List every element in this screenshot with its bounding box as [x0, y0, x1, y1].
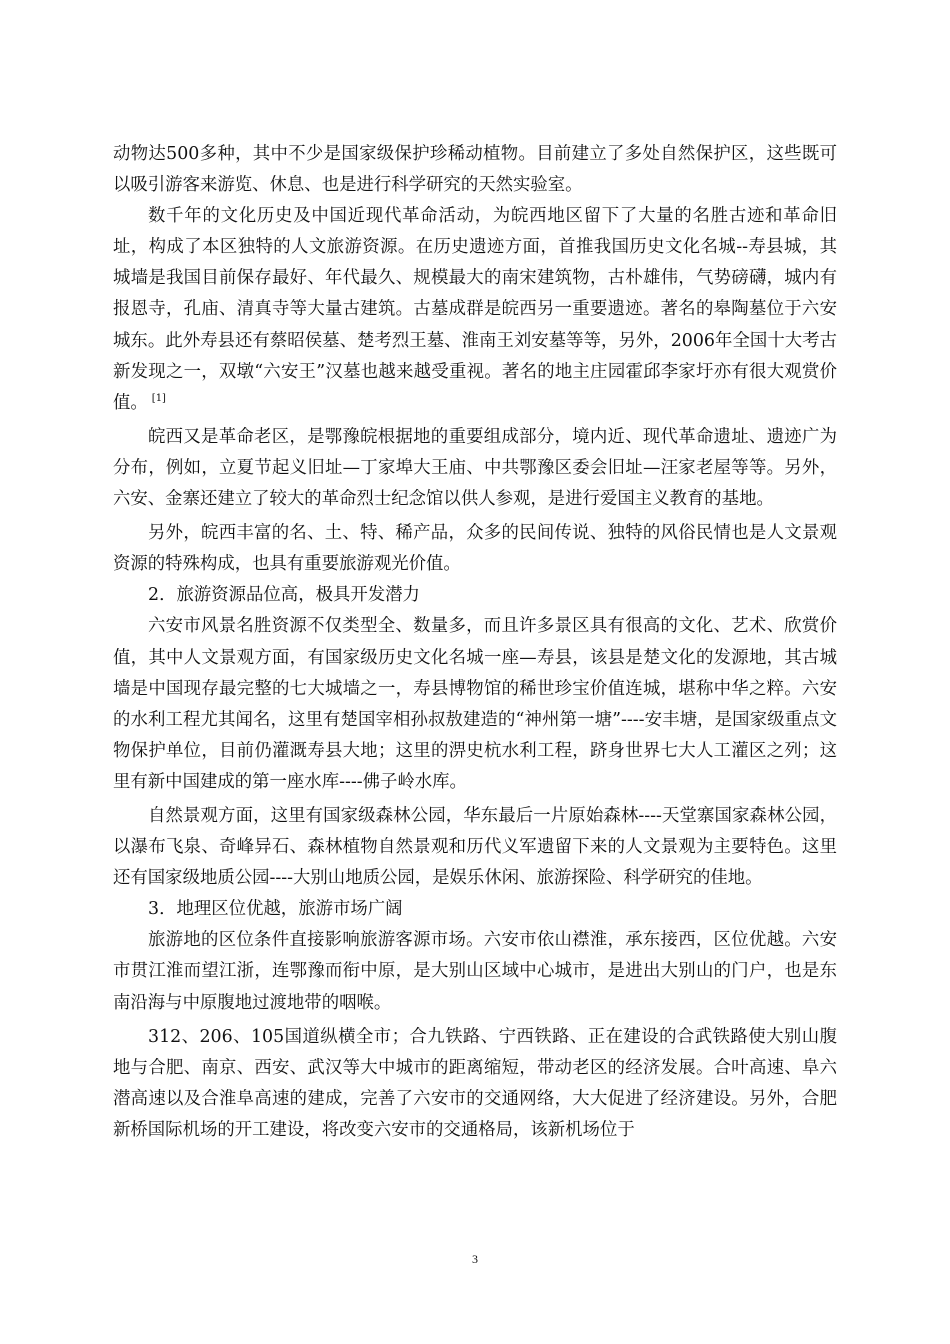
- paragraph-local-products: 另外，皖西丰富的名、土、特、稀产品，众多的民间传说、独特的风俗民情也是人文景观资源的特殊构成，也具有重要旅游观光价值。: [113, 523, 837, 575]
- paragraph-continuation: 动物达500多种，其中不少是国家级保护珍稀动植物。目前建立了多处自然保护区，这些既可以吸引游客来游览、休息、也是进行科学研究的天然实验室。: [113, 144, 837, 196]
- paragraph-scenic-resources: 六安市风景名胜资源不仅类型全、数量多，而且许多景区具有很高的文化、艺术、欣赏价值，其中人文景观方面，有国家级历史文化名城一座—寿县，该县是楚文化的发源地，其古城墙是中国现存最完整的七大城墙之一，寿县博物馆的稀世珍宝价值连城，堪称中华之粹。六安的水利工程尤其闻名，这里有楚国宰相孙叔敖建造的“神州第一塘”----安丰塘，是国家级重点文物保护单位，目前仍灌溉寿县大地；这里的淠史杭水利工程，跻身世界七大人工灌区之列；这里有新中国建成的第一座水库----佛子岭水库。: [113, 616, 837, 792]
- paragraph-transportation: 312、206、105国道纵横全市；合九铁路、宁西铁路、正在建设的合武铁路使大别山腹地与合肥、南京、西安、武汉等大中城市的距离缩短，带动老区的经济发展。合叶高速、阜六潜高速以及合淮阜高速的建成，完善了六安市的交通网络，大大促进了经济建设。另外，合肥新桥国际机场的开工建设，将改变六安市的交通格局，该新机场位于: [113, 1026, 837, 1140]
- paragraph-text: 数千年的文化历史及中国近现代革命活动，为皖西地区留下了大量的名胜古迹和革命旧址，构成了本区独特的人文旅游资源。在历史遗迹方面，首推我国历史文化名城--寿县城，其城墙是我国目前保存最好、年代最久、规模最大的南宋建筑物，古朴雄伟，气势磅礴，城内有报恩寺，孔庙、清真寺等大量古建筑。古墓成群是皖西另一重要遗迹。著名的皋陶墓位于六安城东。此外寿县还有蔡昭侯墓、楚考烈王墓、淮南王刘安墓等等，另外，2006年全国十大考古新发现之一，双墩“六安王”汉墓也越来越受重视。著名的地主庄园霍邱李家圩亦有很大观赏价值。: [113, 206, 837, 413]
- body-text: [113, 139, 837, 1146]
- paragraph-location: 旅游地的区位条件直接影响旅游客源市场。六安市依山襟淮，承东接西，区位优越。六安市贯江淮而望江浙，连鄂豫而衔中原，是大别山区域中心城市，是进出大别山的门户，也是东南沿海与中原腹地过渡地带的咽喉。: [113, 930, 837, 1013]
- paragraph-revolutionary-sites: 皖西又是革命老区，是鄂豫皖根据地的重要组成部分，境内近、现代革命遗址、遗迹广为分布，例如，立夏节起义旧址—丁家埠大王庙、中共鄂豫区委会旧址—汪家老屋等等。另外，六安、金寨还建立了较大的革命烈士纪念馆以供人参观，是进行爱国主义教育的基地。: [113, 426, 837, 510]
- section-heading-2: 2．旅游资源品位高，极具开发潜力: [148, 585, 420, 606]
- citation-reference[interactable]: [1]: [151, 392, 166, 404]
- page-number: 3: [472, 1252, 478, 1266]
- paragraph-natural-landscape: 自然景观方面，这里有国家级森林公园，华东最后一片原始森林----天堂寨国家森林公园，以瀑布飞泉、奇峰异石、森林植物自然景观和历代义军遗留下来的人文景观为主要特色。这里还有国家级地质公园----大别山地质公园，是娱乐休闲、旅游探险、科学研究的佳地。: [113, 805, 837, 889]
- section-heading-3: 3．地理区位优越，旅游市场广阔: [148, 899, 403, 920]
- paragraph-cultural-heritage: [113, 201, 837, 419]
